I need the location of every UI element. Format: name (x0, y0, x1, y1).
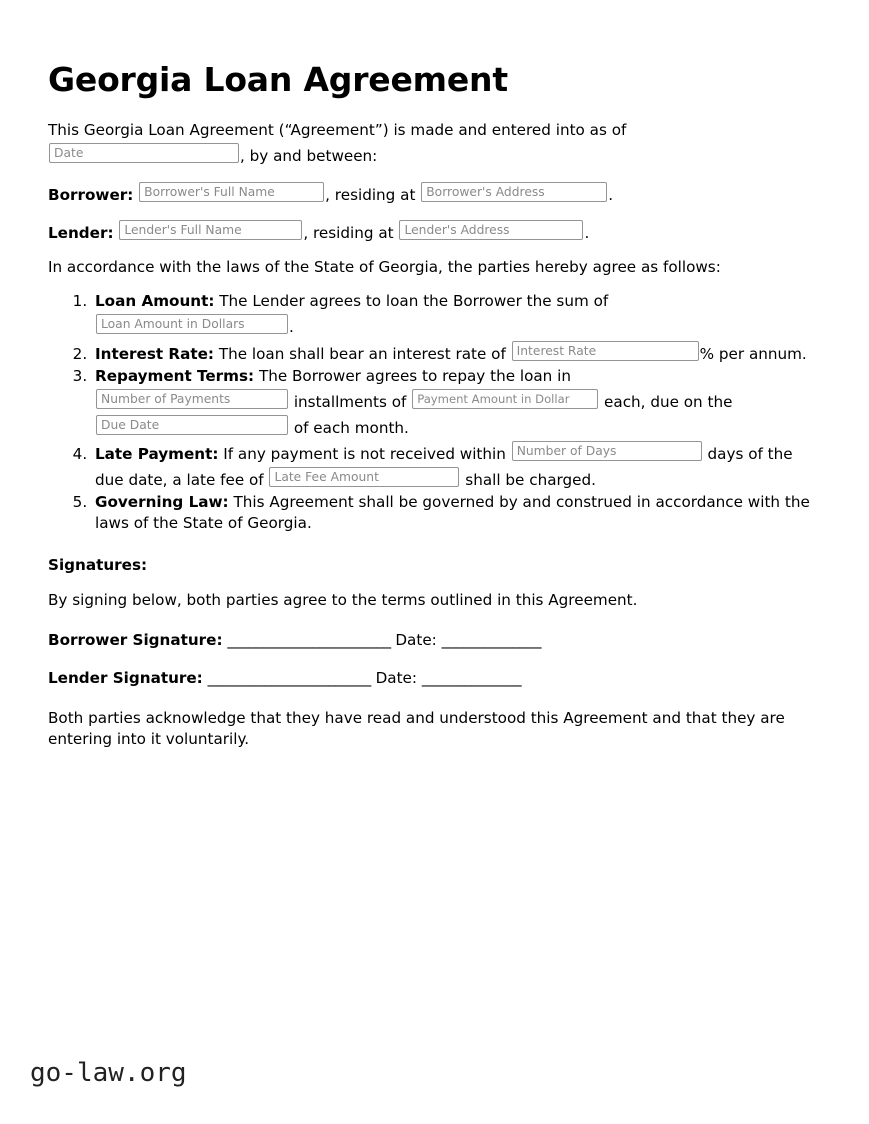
lender-date-blank[interactable]: ______________ (421, 668, 522, 687)
term-interest-rate-suffix: % per annum. (699, 344, 807, 363)
term-loan-amount (92, 291, 818, 338)
interest-rate-input[interactable]: Interest Rate (512, 341, 699, 361)
term-text-loan-amount: The Lender agrees to loan the Borrower the sum of (219, 291, 609, 310)
date-input[interactable]: Date (49, 143, 239, 163)
term-text-governing-law: This Agreement shall be governed by and construed in accordance with the laws of the State of Georgia. (95, 493, 810, 533)
borrower-label: Borrower: (48, 185, 134, 204)
intro-text-after-date: , by and between: (240, 146, 378, 165)
term-label-governing-law: Governing Law: (95, 493, 229, 512)
terms-list (48, 291, 818, 535)
number-of-payments-input[interactable]: Number of Payments (96, 389, 288, 409)
term-text-late-mid1: days of the due date, a late fee of (95, 445, 793, 490)
borrower-address-input[interactable]: Borrower's Address (421, 182, 607, 202)
term-text-repayment-after: of each month. (293, 418, 409, 437)
borrower-name-input[interactable]: Borrower's Full Name (139, 182, 324, 202)
lender-signature-line (48, 668, 818, 689)
payment-amount-input[interactable]: Payment Amount in Dollar (412, 389, 598, 409)
lender-date-label: Date: (375, 668, 417, 687)
late-fee-amount-input[interactable]: Late Fee Amount (269, 467, 459, 487)
term-label-loan-amount: Loan Amount: (95, 291, 215, 310)
term-text-interest-rate: The loan shall bear an interest rate of (218, 344, 506, 363)
intro-paragraph (48, 120, 818, 166)
signing-agreement-text: By signing below, both parties agree to the terms outlined in this Agreement. (48, 591, 638, 610)
borrower-date-blank[interactable]: ______________ (441, 631, 541, 650)
term-text-repayment-mid2: each, due on the (604, 392, 733, 411)
term-late-payment (92, 439, 818, 491)
page-title: Georgia Loan Agreement (48, 60, 508, 99)
lender-name-input[interactable]: Lender's Full Name (119, 220, 302, 240)
term-interest-rate (92, 339, 818, 365)
intro-text-before-date: This Georgia Loan Agreement (“Agreement”) is made and entered into as of (48, 121, 627, 140)
borrower-signature-label: Borrower Signature: (48, 631, 223, 650)
lender-label: Lender: (48, 224, 114, 243)
footer-brand-logo: go-law.org (30, 1058, 187, 1088)
term-text-late-after: shall be charged. (465, 471, 596, 490)
lender-signature-blank[interactable]: _______________________ (207, 668, 371, 687)
term-label-interest-rate: Interest Rate: (95, 344, 214, 363)
borrower-period: . (608, 185, 614, 204)
number-of-days-input[interactable]: Number of Days (512, 441, 702, 461)
borrower-signature-line (48, 630, 818, 651)
closing-paragraph: Both parties acknowledge that they have read and understood this Agreement and that they are entering into it voluntarily. (48, 709, 785, 749)
lender-residing-text: , residing at (303, 224, 394, 243)
borrower-line (48, 180, 818, 206)
term-text-late-before: If any payment is not received within (223, 445, 506, 464)
accordance-paragraph: In accordance with the laws of the State of Georgia, the parties hereby agree as follows: (48, 257, 721, 276)
borrower-residing-text: , residing at (325, 185, 416, 204)
term-text-repayment-mid1: installments of (293, 392, 407, 411)
lender-line (48, 218, 818, 244)
term-label-repayment-terms: Repayment Terms: (95, 366, 255, 385)
term-text-repayment-before: The Borrower agrees to repay the loan in (258, 366, 571, 385)
term-governing-law (92, 492, 818, 534)
due-date-input[interactable]: Due Date (96, 415, 288, 435)
term-repayment-terms (92, 366, 818, 439)
borrower-signature-blank[interactable]: _______________________ (227, 631, 391, 650)
lender-period: . (584, 224, 590, 243)
term-loan-amount-period: . (289, 317, 294, 336)
borrower-date-label: Date: (395, 631, 437, 650)
lender-address-input[interactable]: Lender's Address (399, 220, 583, 240)
term-label-late-payment: Late Payment: (95, 445, 219, 464)
loan-amount-input[interactable]: Loan Amount in Dollars (96, 314, 288, 334)
signatures-heading: Signatures: (48, 556, 148, 575)
lender-signature-label: Lender Signature: (48, 668, 203, 687)
